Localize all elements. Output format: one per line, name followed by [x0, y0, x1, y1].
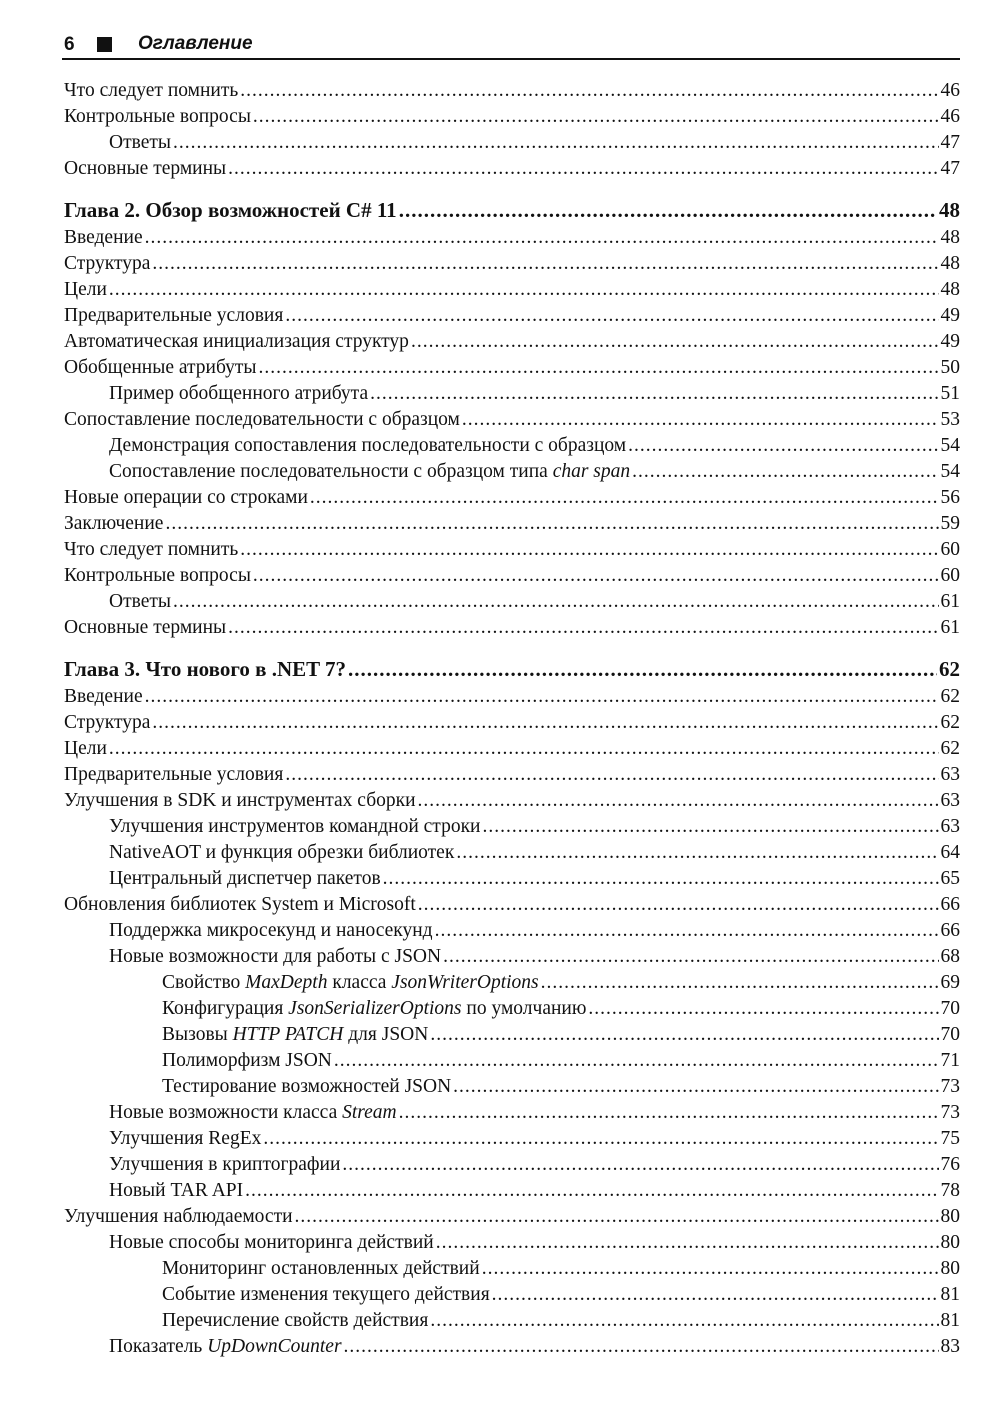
toc-entry-title	[64, 277, 107, 303]
toc-page-number: 61	[940, 617, 960, 638]
toc-entry[interactable]	[62, 1048, 960, 1074]
toc-entry-title	[109, 433, 626, 459]
dot-leader	[344, 1334, 939, 1360]
toc-entry[interactable]	[62, 1282, 960, 1308]
toc-entry[interactable]	[62, 433, 960, 459]
dot-leader	[109, 736, 939, 762]
toc-title-segment: UpDownCounter	[207, 1336, 342, 1357]
toc-entry-title	[64, 407, 460, 433]
toc-page-number: 83	[940, 1336, 960, 1357]
toc-page-number: 62	[940, 686, 960, 707]
toc-page-number: 78	[940, 1180, 960, 1201]
toc-title-segment: Автоматическая инициализация структур	[64, 331, 409, 352]
toc-page-number: 48	[940, 253, 960, 274]
toc-title-segment: JsonSerializerOptions	[288, 998, 462, 1019]
toc-entry-title	[109, 1230, 434, 1256]
dot-leader	[240, 78, 938, 104]
toc-entry[interactable]	[62, 407, 960, 433]
toc-entry[interactable]	[62, 511, 960, 537]
toc-page-number: 73	[940, 1102, 960, 1123]
toc-title-segment: класса	[327, 972, 392, 993]
toc-entry-title	[64, 1204, 293, 1230]
toc-title-segment: JsonWriterOptions	[391, 972, 539, 993]
toc-title-segment: Основные термины	[64, 158, 227, 179]
toc-page-number: 75	[940, 1128, 960, 1149]
toc-entry-title	[162, 1074, 451, 1100]
toc-entry[interactable]	[62, 615, 960, 641]
toc-entry-title	[64, 251, 150, 277]
toc-title-segment: Глава 3. Что нового в .NET 7?	[64, 657, 346, 681]
toc-entry-title	[64, 736, 107, 762]
toc-entry[interactable]	[62, 1308, 960, 1334]
toc-entry[interactable]	[62, 485, 960, 511]
toc-page-number: 49	[940, 305, 960, 326]
toc-entry[interactable]	[62, 1100, 960, 1126]
toc-entry-title	[64, 225, 143, 251]
toc-title-segment: Улучшения наблюдаемости	[64, 1206, 293, 1227]
toc-title-segment: Ответы	[109, 591, 171, 612]
dot-leader	[370, 381, 938, 407]
toc-entry[interactable]	[62, 970, 960, 996]
toc-page-number: 62	[940, 712, 960, 733]
toc-entry-title	[64, 485, 308, 511]
toc-entry[interactable]	[62, 788, 960, 814]
dot-leader	[285, 303, 938, 329]
toc-entry-title	[64, 710, 150, 736]
toc-entry[interactable]	[62, 130, 960, 156]
toc-entry[interactable]	[62, 762, 960, 788]
toc-entry-title	[109, 814, 480, 840]
toc-title-segment: Новые возможности класса	[109, 1102, 343, 1123]
dot-leader	[173, 130, 939, 156]
toc-entry-title	[162, 970, 539, 996]
toc-page-number: 62	[940, 738, 960, 759]
toc-title-segment: Новые способы мониторинга действий	[109, 1232, 434, 1253]
toc-entry-title	[109, 1126, 261, 1152]
toc-entry[interactable]	[62, 918, 960, 944]
toc-entry-title	[162, 1022, 428, 1048]
toc-title-segment: NativeAOT и функция обрезки библиотек	[109, 842, 455, 863]
toc-entry[interactable]	[62, 1126, 960, 1152]
dot-leader	[263, 1126, 938, 1152]
toc-entry-title	[64, 156, 226, 182]
toc-entry-title	[109, 944, 441, 970]
toc-title-segment: Ответы	[109, 132, 171, 153]
toc-title-segment: Перечисление свойств действия	[162, 1310, 429, 1331]
toc-page-number: 71	[940, 1050, 960, 1071]
dot-leader	[588, 996, 938, 1022]
dot-leader	[443, 944, 938, 970]
toc-page-number: 73	[940, 1076, 960, 1097]
toc-entry-title	[162, 1308, 428, 1334]
toc-title-segment: Улучшения RegEx	[109, 1128, 262, 1149]
toc-entry-title	[64, 195, 397, 225]
toc-page-number: 80	[940, 1232, 960, 1253]
dot-leader	[348, 654, 937, 684]
toc-page-number: 80	[940, 1258, 960, 1279]
toc-entry-title	[64, 762, 283, 788]
dot-leader	[310, 485, 939, 511]
toc-title-segment: Контрольные вопросы	[64, 565, 251, 586]
toc-entry[interactable]	[62, 736, 960, 762]
toc-entry[interactable]	[62, 303, 960, 329]
toc-page-number: 46	[940, 106, 960, 127]
dot-leader	[295, 1204, 939, 1230]
toc-entry-title	[64, 329, 409, 355]
toc-entry-title	[64, 104, 251, 130]
toc-title-segment: Stream	[342, 1102, 397, 1123]
toc-page-number: 48	[940, 279, 960, 300]
toc-page-number: 81	[940, 1284, 960, 1305]
toc-title-segment: Вызовы	[162, 1024, 233, 1045]
toc-entry-title	[162, 996, 586, 1022]
toc-title-segment: Центральный диспетчер пакетов	[109, 868, 381, 889]
toc-page-number: 70	[940, 1024, 960, 1045]
toc-page-number: 66	[940, 894, 960, 915]
dot-leader	[383, 866, 939, 892]
toc-page-number: 56	[940, 487, 960, 508]
toc-entry[interactable]	[62, 1256, 960, 1282]
toc-entry-title	[162, 1048, 332, 1074]
toc-title-segment: Предварительные условия	[64, 305, 284, 326]
dot-leader	[245, 1178, 938, 1204]
dot-leader	[628, 433, 938, 459]
toc-page-number: 63	[940, 764, 960, 785]
toc-entry-title	[109, 459, 630, 485]
toc-entry-title	[64, 355, 257, 381]
toc-title-segment: Поддержка микросекунд и наносекунд	[109, 920, 433, 941]
dot-leader	[259, 355, 939, 381]
dot-leader	[152, 710, 938, 736]
toc-page-number: 68	[940, 946, 960, 967]
toc-entry-title	[64, 563, 251, 589]
toc-title-segment: по умолчанию	[461, 998, 587, 1019]
dot-leader	[145, 684, 939, 710]
dot-leader	[253, 104, 939, 130]
toc-page-number: 61	[940, 591, 960, 612]
dot-leader	[430, 1308, 938, 1334]
toc-entry[interactable]	[62, 1152, 960, 1178]
toc-title-segment: Сопоставление последовательности с образцом типа	[109, 461, 553, 482]
toc-page-number: 54	[940, 435, 960, 456]
toc-page-number: 60	[940, 565, 960, 586]
dot-leader	[285, 762, 938, 788]
dot-leader	[482, 814, 938, 840]
toc-entry[interactable]	[62, 1074, 960, 1100]
toc-entry[interactable]	[62, 381, 960, 407]
toc-entry[interactable]	[62, 684, 960, 710]
dot-leader	[492, 1282, 939, 1308]
toc-page-number: 49	[940, 331, 960, 352]
toc-entry-title	[64, 78, 238, 104]
toc-title-segment: Конфигурация	[162, 998, 289, 1019]
toc-page-number: 80	[940, 1206, 960, 1227]
toc-page-number: 59	[940, 513, 960, 534]
toc-title-segment: Обновления библиотек System и Microsoft	[64, 894, 416, 915]
toc-entry-title	[64, 684, 143, 710]
toc-title-segment: для JSON	[343, 1024, 429, 1045]
toc-entry[interactable]	[62, 866, 960, 892]
toc-chapter-heading[interactable]	[62, 195, 960, 225]
toc-entry-title	[109, 1178, 243, 1204]
toc-entry[interactable]	[62, 589, 960, 615]
toc-entry[interactable]	[62, 156, 960, 182]
dot-leader	[253, 563, 939, 589]
toc-title-segment: Свойство	[162, 972, 246, 993]
dot-leader	[411, 329, 939, 355]
toc-entry[interactable]	[62, 1178, 960, 1204]
toc-entry[interactable]	[62, 537, 960, 563]
dot-leader	[435, 918, 939, 944]
toc-entry-title	[109, 918, 433, 944]
toc-page-number: 63	[940, 790, 960, 811]
dot-leader	[430, 1022, 938, 1048]
dot-leader	[399, 1100, 939, 1126]
toc-entry-title	[64, 615, 226, 641]
dot-leader	[541, 970, 939, 996]
toc-page-number: 63	[940, 816, 960, 837]
toc-page-number: 47	[940, 132, 960, 153]
toc-entry-title	[109, 866, 381, 892]
toc-page-number: 46	[940, 80, 960, 101]
toc-entry-title	[64, 537, 238, 563]
toc-title-segment: Глава 2. Обзор возможностей C# 11	[64, 198, 397, 222]
toc-entry-title	[162, 1256, 480, 1282]
toc-page-number: 81	[940, 1310, 960, 1331]
toc-title-segment: Пример обобщенного атрибута	[109, 383, 369, 404]
dot-leader	[109, 277, 939, 303]
header-title: Оглавление	[138, 33, 253, 54]
toc-entry[interactable]	[62, 1334, 960, 1360]
toc-entry[interactable]	[62, 1230, 960, 1256]
toc-title-segment: Демонстрация сопоставления последовательности с образцом	[109, 435, 627, 456]
toc-entry[interactable]	[62, 78, 960, 104]
toc-page-number: 48	[940, 227, 960, 248]
toc-page-number: 47	[940, 158, 960, 179]
toc-title-segment: char span	[552, 461, 631, 482]
dot-leader	[436, 1230, 939, 1256]
toc-page-number: 48	[939, 198, 960, 222]
dot-leader	[228, 615, 938, 641]
toc-title-segment: Мониторинг остановленных действий	[162, 1258, 480, 1279]
dot-leader	[482, 1256, 939, 1282]
toc-title-segment: Структура	[64, 253, 151, 274]
toc-entry[interactable]	[62, 1022, 960, 1048]
toc-entry[interactable]	[62, 814, 960, 840]
toc-title-segment: Структура	[64, 712, 151, 733]
dot-leader	[173, 589, 939, 615]
dot-leader	[334, 1048, 939, 1074]
page-number: 6	[64, 34, 75, 55]
toc-page-number: 53	[940, 409, 960, 430]
toc-title-segment: Сопоставление последовательности с образцом	[64, 409, 460, 430]
toc-title-segment: Полиморфизм JSON	[162, 1050, 332, 1071]
toc-chapter-heading[interactable]	[62, 654, 960, 684]
toc-entry-title	[64, 654, 346, 684]
toc-page-number: 70	[940, 998, 960, 1019]
dot-leader	[165, 511, 938, 537]
toc-title-segment: Улучшения инструментов командной строки	[109, 816, 481, 837]
toc-page-number: 62	[939, 657, 960, 681]
toc-entry[interactable]	[62, 104, 960, 130]
toc-entry-title	[64, 511, 163, 537]
toc-title-segment: Контрольные вопросы	[64, 106, 251, 127]
toc-title-segment: Цели	[64, 738, 107, 759]
toc-entry[interactable]	[62, 355, 960, 381]
toc-page-number: 76	[940, 1154, 960, 1175]
toc-entry[interactable]	[62, 329, 960, 355]
dot-leader	[632, 459, 938, 485]
toc-entry-title	[109, 589, 171, 615]
toc-page-number: 64	[940, 842, 960, 863]
toc-title-segment: Новый TAR API	[109, 1180, 244, 1201]
toc-entry[interactable]	[62, 840, 960, 866]
toc-page-number: 60	[940, 539, 960, 560]
toc-title-segment: Улучшения в криптографии	[109, 1154, 341, 1175]
toc-title-segment: Предварительные условия	[64, 764, 284, 785]
toc-entry[interactable]	[62, 225, 960, 251]
toc-title-segment: Показатель	[109, 1336, 208, 1357]
toc-title-segment: Тестирование возможностей JSON	[162, 1076, 452, 1097]
toc-entry[interactable]	[62, 1204, 960, 1230]
toc-entry[interactable]	[62, 277, 960, 303]
dot-leader	[240, 537, 938, 563]
toc-title-segment: MaxDepth	[245, 972, 328, 993]
toc-page-number: 65	[940, 868, 960, 889]
dot-leader	[228, 156, 938, 182]
toc-title-segment: Основные термины	[64, 617, 227, 638]
toc-title-segment: Обобщенные атрибуты	[64, 357, 257, 378]
dot-leader	[462, 407, 939, 433]
toc-entry[interactable]	[62, 459, 960, 485]
toc-entry-title	[109, 1334, 342, 1360]
toc-entry-title	[109, 840, 454, 866]
toc-title-segment: Улучшения в SDK и инструментах сборки	[64, 790, 416, 811]
toc-title-segment: Введение	[64, 686, 143, 707]
dot-leader	[152, 251, 938, 277]
dot-leader	[399, 195, 937, 225]
toc-entry[interactable]	[62, 892, 960, 918]
toc-title-segment: Цели	[64, 279, 107, 300]
dot-leader	[342, 1152, 938, 1178]
toc-page-number: 51	[940, 383, 960, 404]
toc-title-segment: Новые возможности для работы с JSON	[109, 946, 442, 967]
dot-leader	[418, 892, 939, 918]
dot-leader	[418, 788, 939, 814]
toc-page-number: 69	[940, 972, 960, 993]
toc-title-segment: Новые операции со строками	[64, 487, 308, 508]
toc-page-number: 54	[940, 461, 960, 482]
toc-entry[interactable]	[62, 710, 960, 736]
toc-entry-title	[64, 303, 283, 329]
toc-entry[interactable]	[62, 563, 960, 589]
toc-entry[interactable]	[62, 944, 960, 970]
toc-entry-title	[109, 1100, 397, 1126]
toc-entry-title	[109, 1152, 340, 1178]
toc-entry[interactable]	[62, 996, 960, 1022]
dot-leader	[145, 225, 939, 251]
toc-entry-title	[109, 381, 368, 407]
toc-entry-title	[109, 130, 171, 156]
toc-title-segment: Введение	[64, 227, 143, 248]
toc-title-segment: Событие изменения текущего действия	[162, 1284, 490, 1305]
dot-leader	[453, 1074, 938, 1100]
toc-entry-title	[64, 892, 416, 918]
toc-title-segment: Что следует помнить	[64, 80, 239, 101]
running-header	[62, 30, 960, 60]
toc-entry-title	[162, 1282, 490, 1308]
toc-title-segment: HTTP PATCH	[232, 1024, 344, 1045]
toc-entry-title	[64, 788, 416, 814]
square-bullet-icon	[97, 37, 112, 52]
toc-title-segment: Заключение	[64, 513, 164, 534]
dot-leader	[456, 840, 938, 866]
toc-page-number: 66	[940, 920, 960, 941]
toc-title-segment: Что следует помнить	[64, 539, 239, 560]
toc-entry[interactable]	[62, 251, 960, 277]
table-of-contents	[62, 78, 960, 1360]
toc-page-number: 50	[940, 357, 960, 378]
